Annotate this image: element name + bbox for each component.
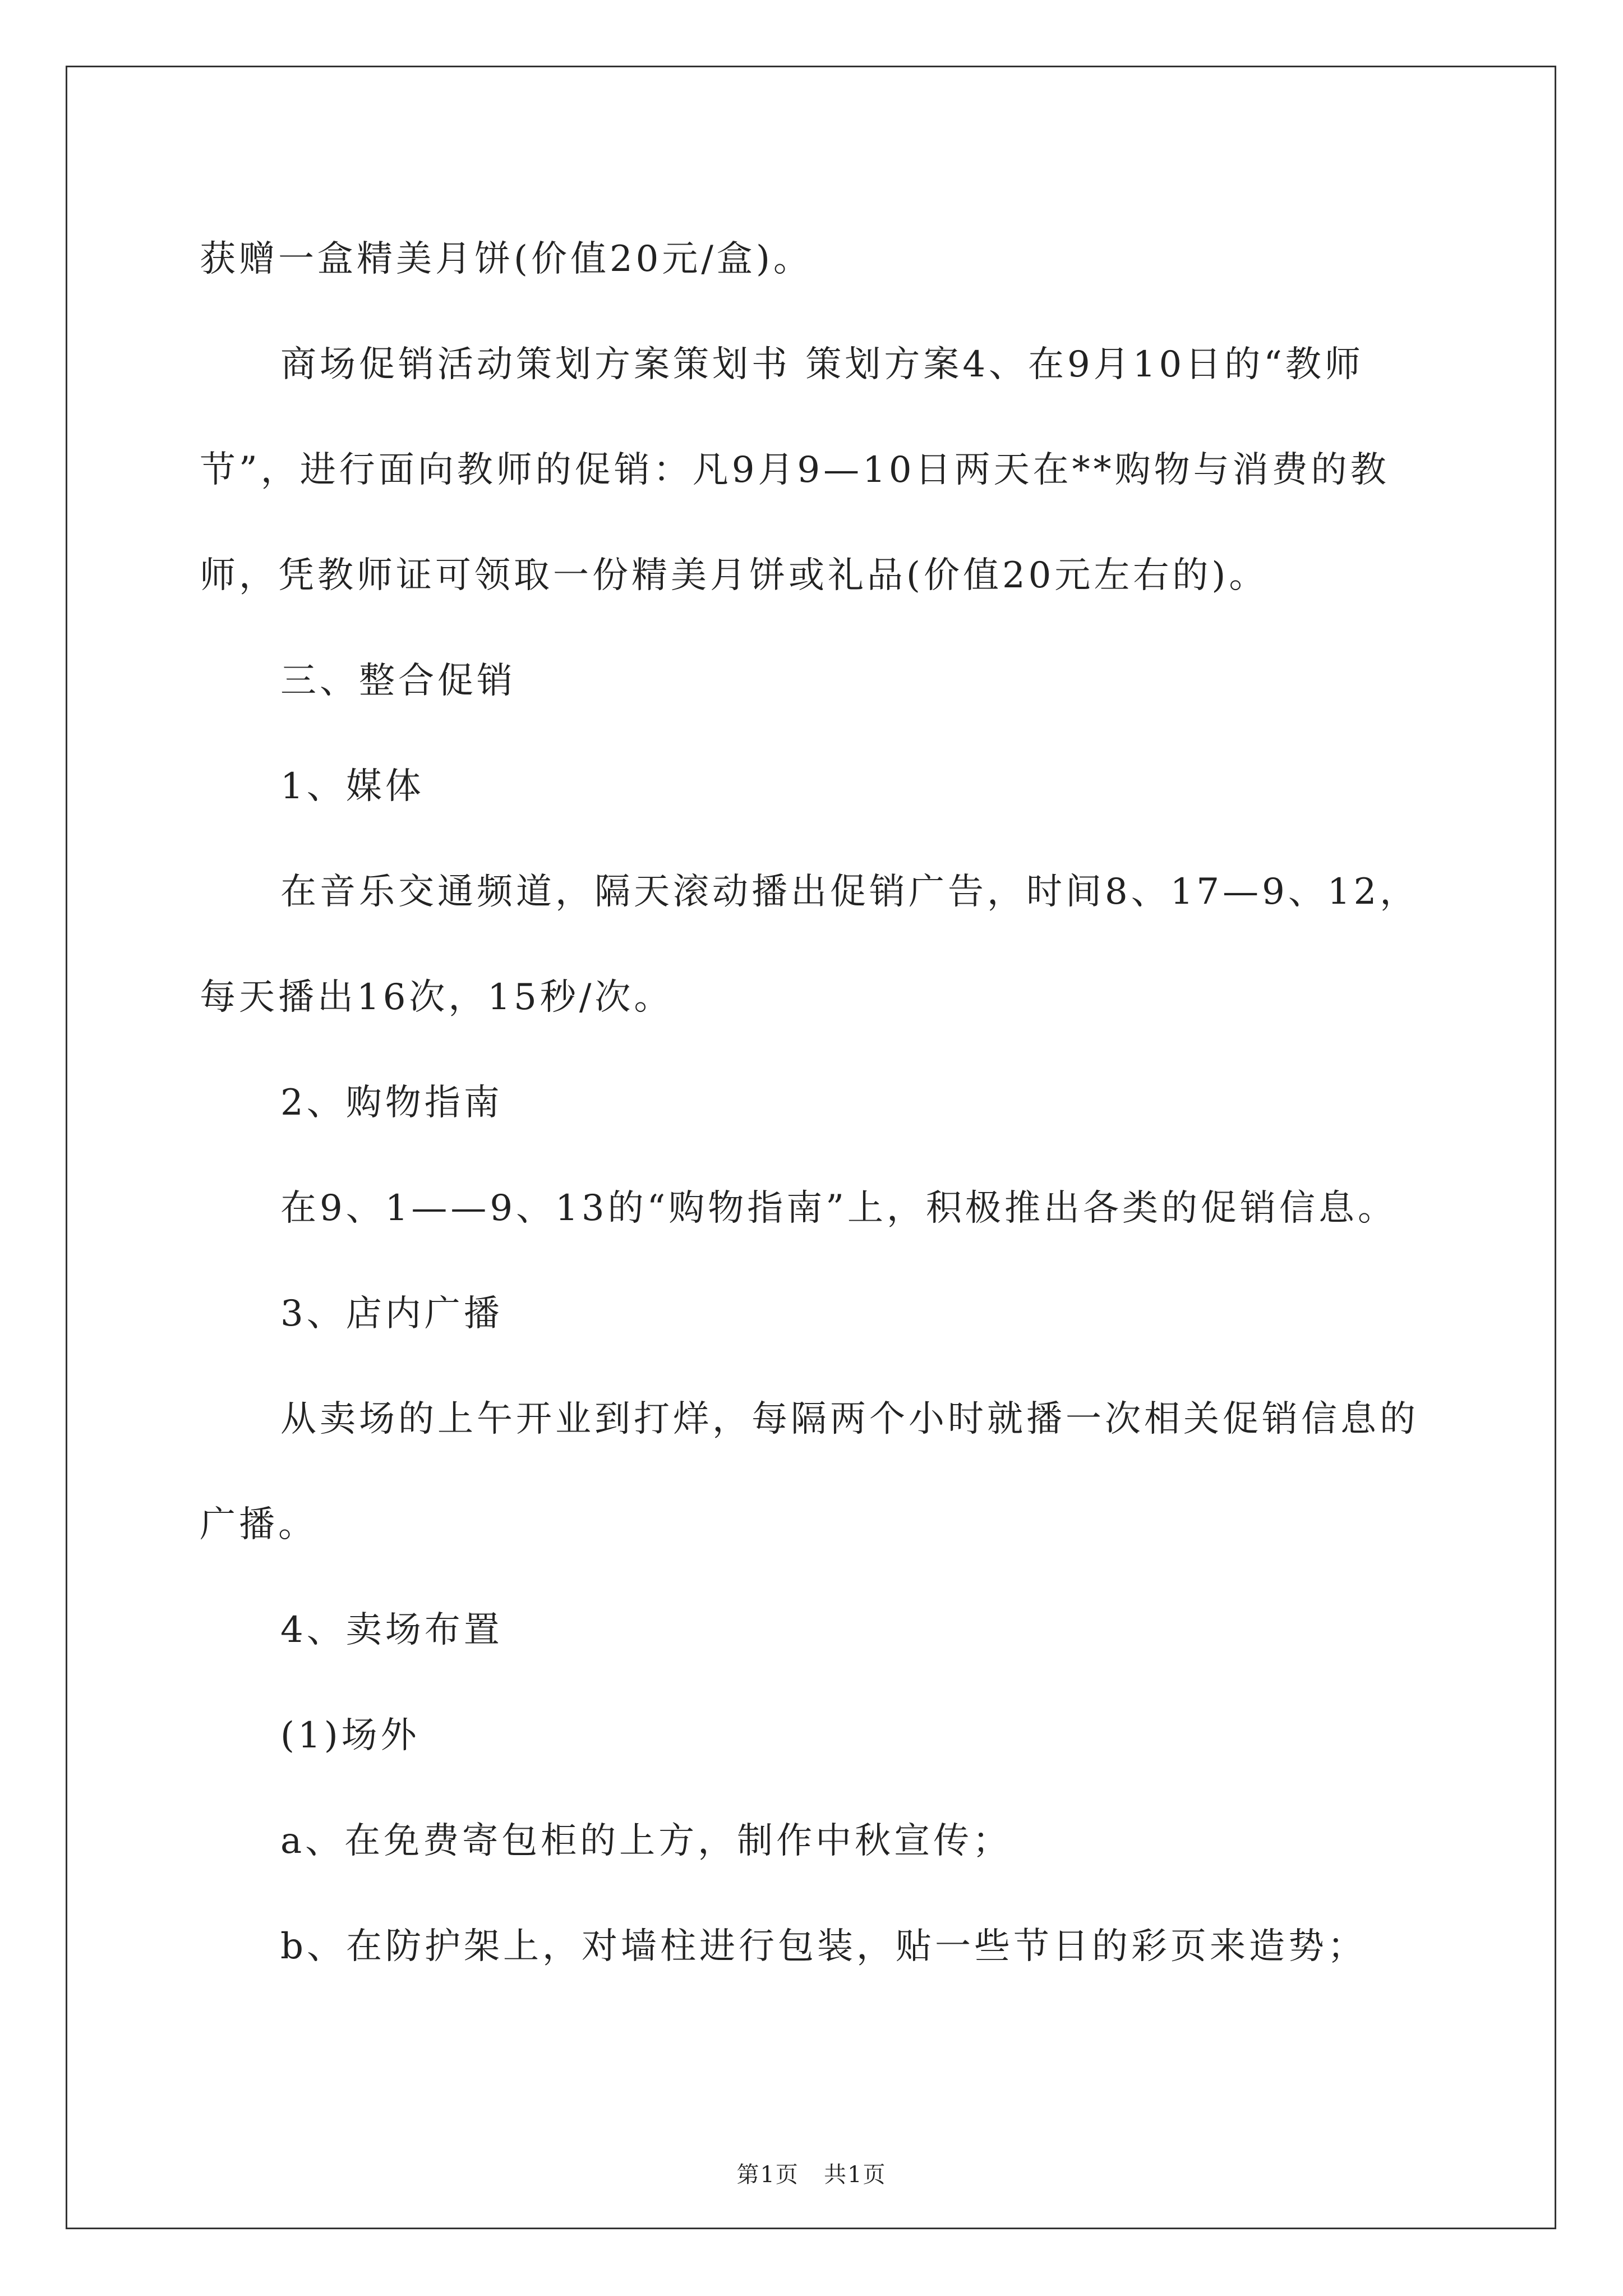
page-footer (0, 2161, 1623, 2189)
document-body (200, 206, 1456, 1999)
paragraph: 在9、1——9、13的“购物指南”上，积极推出各类的促销信息。 (280, 1188, 1398, 1229)
list-item: a、在免费寄包柜的上方，制作中秋宣传； (280, 1820, 1012, 1862)
paragraph: 从卖场的上午开业到打烊，每隔两个小时就播一次相关促销信息的广播。 (200, 1398, 1419, 1545)
footer-spacer (799, 2162, 824, 2188)
page-total: 共1页 (824, 2162, 887, 2188)
paragraph: 获赠一盒精美月饼(价值20元/盒)。 (200, 238, 813, 280)
subsection-heading: 1、媒体 (280, 766, 425, 807)
list-heading: (1)场外 (280, 1715, 420, 1756)
list-item: b、在防护架上，对墙柱进行包装，贴一些节日的彩页来造势； (280, 1926, 1367, 1967)
subsection-heading: 3、店内广播 (280, 1293, 503, 1335)
page-number: 第1页 (736, 2162, 799, 2188)
subsection-heading: 2、购物指南 (280, 1082, 503, 1124)
paragraph: 商场促销活动策划方案策划书 策划方案4、在9月10日的“教师节”，进行面向教师的促销：凡9月9—10日两天在**购物与消费的教师，凭教师证可领取一份精美月饼或礼品(价值20元左右的)。 (200, 344, 1390, 596)
section-heading: 三、整合促销 (280, 660, 516, 702)
subsection-heading: 4、卖场布置 (280, 1609, 503, 1651)
paragraph: 在音乐交通频道，隔天滚动播出促销广告，时间8、17—9、12，每天播出16次，15秒/次。 (200, 871, 1419, 1018)
